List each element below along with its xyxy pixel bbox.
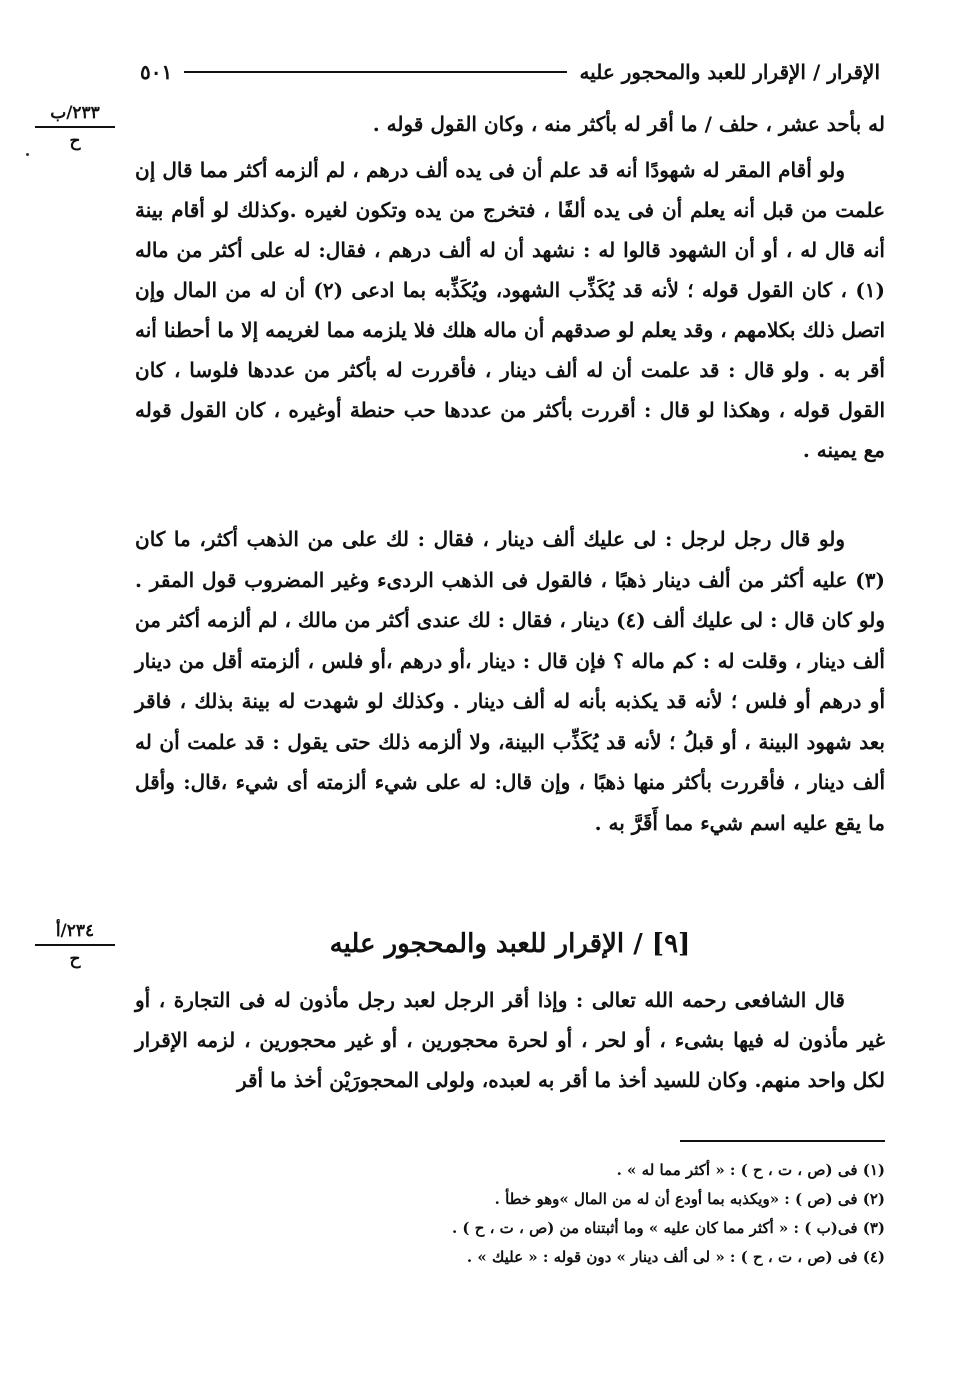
page-number: ٥٠١ (140, 60, 173, 84)
paragraph: ولو قال رجل لرجل : لى عليك ألف دينار ، فقال : لك على من الذهب أكثر، ما كان (٣) عليه أكثر من ألف دينار ذهبًا ، فالقول فى الذهب الردىء وغير المضروب قول المقر . ولو كان قال : لى عليك ألف (٤) دينار ، فقال : لك عندى أكثر من مالك ، لم ألزمه أكثر من ألف دينار ، وقلت له : كم ماله ؟ فإن قال : دينار ،أو درهم ،أو فلس ، ألزمته أقل من دينار أو درهم أو فلس ؛ لأنه قد يكذبه بأنه له ألف دينار . وكذلك لو شهدت له بينة بذلك ، فاقر بعد شهود البينة ، أو قبلُ ؛ لأنه قد يُكَذِّب البينة، ولا ألزمه ذلك حتى يقول : قد علمت أن له ألف دينار ، فأقررت بأكثر منها ذهبًا ، وإن قال: له على شيء ألزمته أى شيء ،قال: وأقل ما يقع عليه اسم شيء مما أَقَرَّ به . (135, 527, 885, 835)
margin-reference-folio: ٢٣٣/ب (35, 102, 115, 128)
paragraph (135, 980, 885, 1100)
header-rule (184, 71, 567, 73)
speaker-label: قال الشافعى (734, 988, 845, 1012)
body-text-block-2 (135, 519, 885, 843)
paragraph: له بأحد عشر ، حلف / ما أقر له بأكثر منه ، وكان القول قوله . (372, 112, 885, 136)
margin-dot (26, 153, 29, 156)
section-heading: [٩] / الإقرار للعبد والمحجور عليه (329, 929, 691, 959)
paragraph: ولو أقام المقر له شهودًا أنه قد علم أن فى يده ألف درهم ، لم ألزمه أكثر مما قال إن علمت من قبل أنه يعلم أن فى يده ألفًا ، فتخرج من يده وتكون لغيره .وكذلك لو أقام بينة أنه قال له ، أو أن الشهود قالوا له : نشهد أن له ألف درهم ، فقال: له على أكثر من ماله (١) ، كان القول قوله ؛ لأنه قد يُكَذِّب الشهود، ويُكَذِّبه بما ادعى (٢) أن له من المال وإن اتصل ذلك بكلامهم ، وقد يعلم لو صدقهم أن ماله هلك فلا يلزمه مما لغريمه إلا ما أحطنا أنه أقر به . ولو قال : قد علمت أن له ألف دينار ، فأقررت له بأكثر من عددها فلوسا ، كان القول قوله ، وهكذا لو قال : أقررت بأكثر من عددها حب حنطة أوغيره ، كان القول قوله مع يمينه . (135, 158, 886, 462)
body-text-block-3 (135, 980, 885, 1100)
margin-reference (35, 102, 115, 152)
margin-reference-folio: ٢٣٤/أ (35, 920, 115, 946)
footnote: (٣) فى(ب ) : « أكثر مما كان عليه » وما أثبتناه من (ص ، ت ، ح ) . (451, 1219, 885, 1237)
margin-reference-manuscript: ح (69, 949, 81, 969)
footnote: (٤) فى (ص ، ت ، ح ) : « لى ألف دينار » دون قوله : « عليك » . (466, 1248, 885, 1266)
footnote-rule (680, 1140, 885, 1142)
body-text-block-1 (135, 104, 885, 470)
margin-reference (35, 920, 115, 970)
footnotes (135, 1156, 885, 1272)
page-header (140, 52, 880, 92)
running-title: الإقرار / الإقرار للعبد والمحجور عليه (579, 60, 880, 84)
margin-reference-manuscript: ح (69, 131, 81, 151)
footnote: (١) فى (ص ، ت ، ح ) : « أكثر مما له » . (616, 1161, 885, 1179)
footnote: (٢) فى (ص ) : «ويكذبه بما أودع أن له من المال »وهو خطأ . (494, 1190, 885, 1208)
paragraph-text: رحمه الله تعالى : وإذا أقر الرجل لعبد رجل مأذون له فى التجارة ، أو غير مأذون له فيها بشىء ، أو لحر ، أو لحرة محجورين ، أو غير محجورين ، لزمه الإقرار لكل واحد منهم. وكان للسيد أخذ ما أقر به لعبده، ولولى المحجورَيْن أخذ ما أقر (135, 988, 885, 1092)
